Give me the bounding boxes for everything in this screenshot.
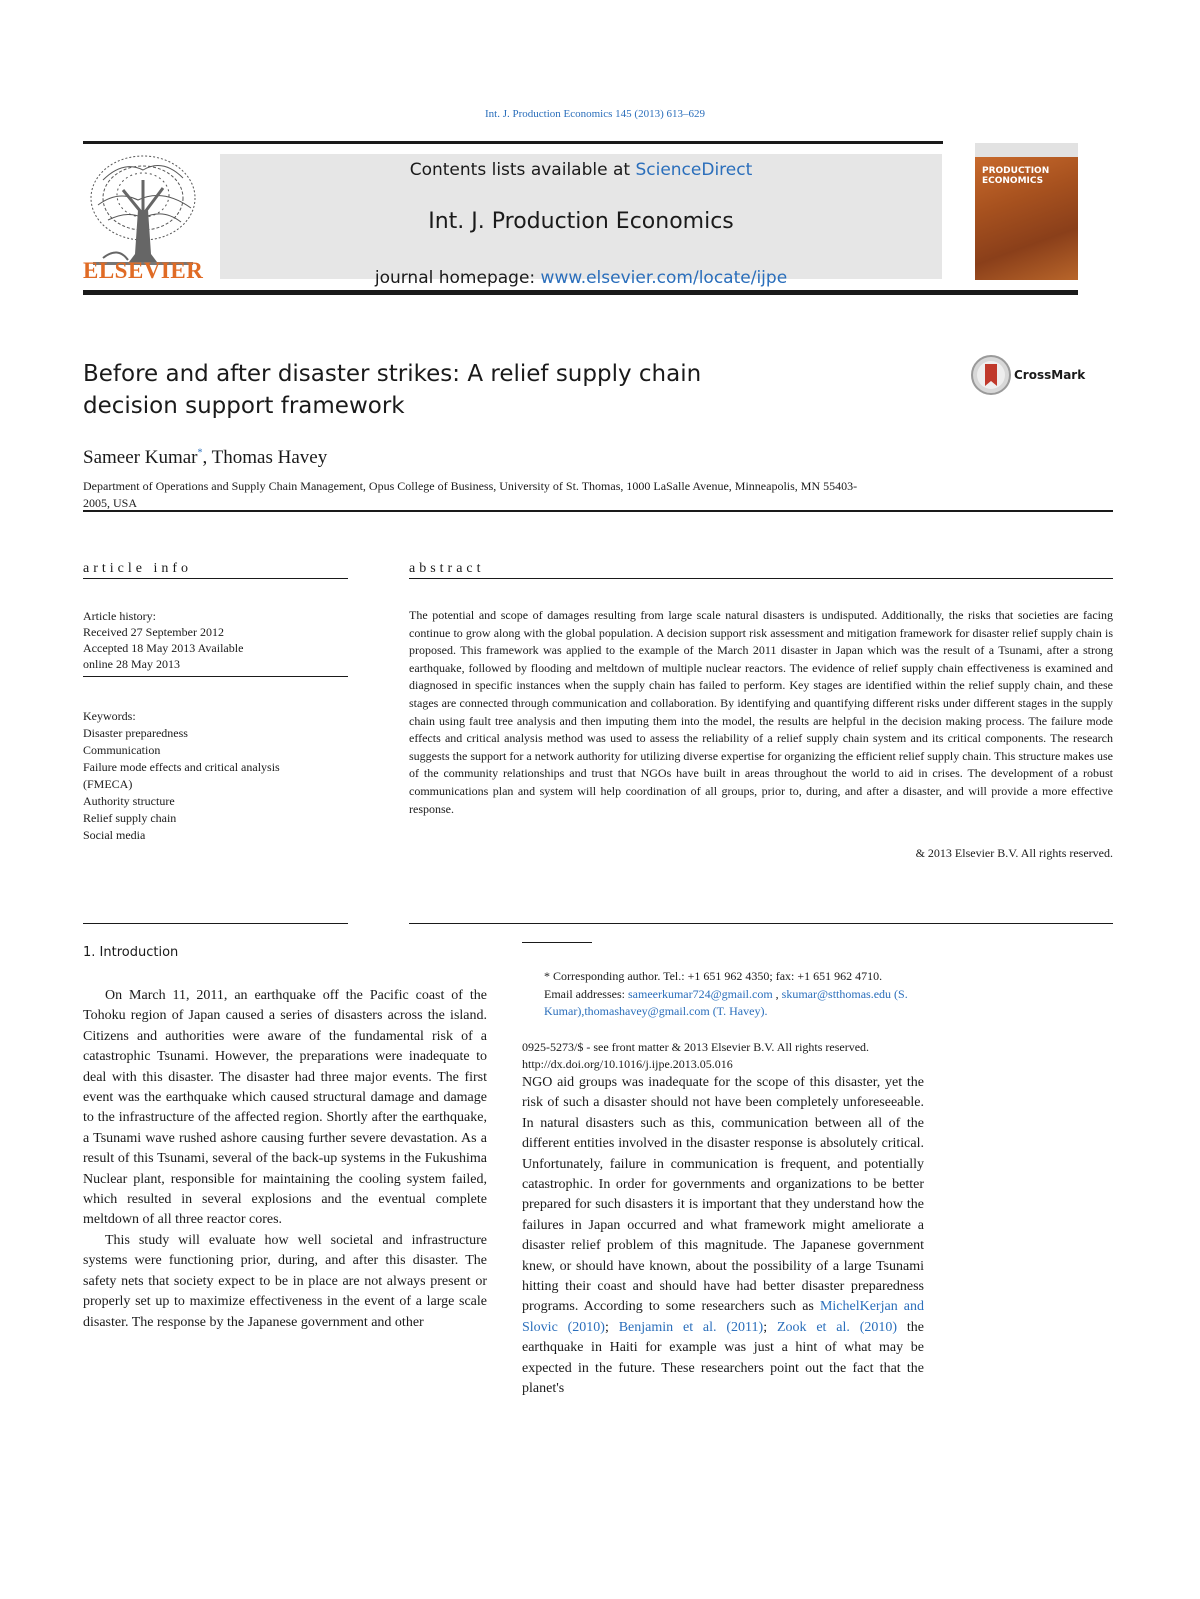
history-rule — [83, 676, 348, 677]
keyword: Communication — [83, 743, 161, 757]
keyword: (FMECA) — [83, 777, 133, 791]
keyword: Disaster preparedness — [83, 726, 188, 740]
doi-link[interactable]: http://dx.doi.org/10.1016/j.ijpe.2013.05.016 — [522, 1057, 733, 1071]
article-info-heading: article info — [83, 561, 193, 576]
elsevier-wordmark: ELSEVIER — [83, 258, 204, 283]
introduction-paragraph-2: This study will evaluate how well societal and infrastructure systems were functioning prior, during, and after this disaster. The safety nets that society expect to be in place are not always present or properly set up to maximize effectiveness in the event of a large scale disaster. The response by the Japanese government and other — [83, 1232, 487, 1330]
footnote-rule — [522, 942, 592, 943]
affiliation: Department of Operations and Supply Chain Management, Opus College of Business, University of St. Thomas, 1000 LaSalle Avenue, Minneapolis, MN 55403-2005, USA — [83, 479, 858, 510]
body-text-before: NGO aid groups was inadequate for the scope of this disaster, yet the risk of such a disaster should not have been completely unforeseeable. In natural disasters such as this, communication between all of the different entities involved in the disaster response is absolutely critical. Unfortunately, failure in communication is frequent, and potentially catastrophic. In order for governments and organizations to be better prepared for such disasters it is important that they understand how the failures in Japan occurred and what framework might ameliorate a disaster relief problem of this magnitude. The Japanese government knew, or should have known, about the possibility of a large Tsunami hitting their coast and should have had better disaster preparedness programs. According to some researchers such as — [522, 1075, 924, 1315]
crossmark-label[interactable]: CrossMark — [1014, 368, 1086, 382]
reference-separator: ; — [763, 1319, 777, 1335]
article-history — [83, 608, 348, 672]
section-rule-right — [409, 923, 1113, 924]
affiliation-rule — [83, 510, 1113, 512]
reference-link[interactable]: Zook et al. (2010) — [776, 1319, 898, 1335]
masthead-rule — [83, 290, 1078, 295]
abstract-heading: abstract — [409, 561, 485, 576]
abstract-rule — [409, 578, 1113, 579]
body-right-column — [522, 1073, 924, 1400]
journal-cover-title: PRODUCTION ECONOMICS — [982, 166, 1050, 186]
accepted-date: Accepted 18 May 2013 Available — [83, 641, 244, 655]
introduction-paragraph-1: On March 11, 2011, an earthquake off the Pacific coast of the Tohoku region of Japan caused a series of disasters across the island. Citizens and authorities were aware of the fundamental risk of a catastrophic Tsunami. However, the preparations were inadequate to deal with this disaster. The disaster had three major events. The first event was the earthquake which caused structural damage and damage to the infrastructure of the affected region. Shortly after the earthquake, a Tsunami wave rushed ashore causing further severe devastation. As a result of this Tsunami, several of the back-up systems in the Fukushima Nuclear plant, responsible for maintaining the cooling system failed, which resulted in several explosions and the eventual complete meltdown of all three reactor cores. — [83, 988, 487, 1228]
section-rule-left — [83, 923, 348, 924]
issn-line: 0925-5273/$ - see front matter & 2013 Elsevier B.V. All rights reserved. — [522, 1040, 870, 1054]
author-list — [83, 447, 327, 469]
reference-link[interactable]: MichelKerjan and Slovic (2010) — [522, 1299, 924, 1335]
email-link-1[interactable]: sameerkumar724@gmail.com — [627, 986, 773, 1001]
journal-name: Int. J. Production Economics — [428, 209, 734, 234]
keywords — [83, 708, 348, 844]
received-date: Received 27 September 2012 — [83, 625, 224, 639]
header-rule — [83, 141, 943, 144]
footnotes — [522, 968, 938, 1021]
keyword: Failure mode effects and critical analysis — [83, 760, 280, 774]
sciencedirect-link[interactable]: ScienceDirect — [635, 160, 753, 180]
crossmark-icon[interactable] — [971, 355, 1011, 395]
article-info-rule — [83, 578, 348, 579]
history-label: Article history: — [83, 609, 156, 623]
keyword: Relief supply chain — [83, 811, 177, 825]
keyword: Authority structure — [83, 794, 175, 808]
front-matter — [522, 1039, 938, 1073]
body-paragraph — [522, 1073, 924, 1400]
email-label: Email addresses: — [544, 986, 625, 1001]
homepage-link[interactable]: www.elsevier.com/locate/ijpe — [540, 268, 788, 288]
corresponding-footnote: * Corresponding author. Tel.: +1 651 962 4350; fax: +1 651 962 4710. — [544, 969, 883, 983]
email-link-2[interactable]: skumar@stthomas.edu (S. Kumar), — [544, 986, 908, 1018]
journal-cover — [975, 143, 1078, 280]
email-suffix: (T. Havey). — [709, 1004, 768, 1018]
introduction-body — [83, 986, 487, 1333]
keywords-label: Keywords: — [83, 709, 136, 723]
introduction-heading: 1. Introduction — [83, 945, 179, 960]
author-havey[interactable]: Thomas Havey — [211, 447, 328, 468]
online-date: online 28 May 2013 — [83, 657, 180, 671]
email-footnote — [522, 986, 938, 1021]
author-kumar[interactable]: Sameer Kumar — [83, 447, 198, 468]
email-separator: , — [772, 986, 782, 1001]
homepage-line — [220, 268, 942, 288]
abstract-text: The potential and scope of damages resulting from large scale natural disasters is undisputed. Additionally, the risks that societies are facing continue to grow along with the global population. A decision support risk assessment and mitigation framework for disaster relief supply chain is proposed. This framework was applied to the example of the March 2011 disaster in Japan which was the result of a Tsunami, after a strong earthquake, followed by flooding and meltdown of multiple nuclear reactors. The evidence of relief supply chain effectiveness is examined and diagnosed in specific instances when the supply chain has failed to perform. Key stages are identified within the relief supply chain, and these stages are connected through communication and collaboration. By identifying and quantifying different risks under different stages in the supply chain using fault tree analysis and then imputing them into the model, the results are helpful in the decision making process. The failure mode effects and critical analysis method was used to assess the reliability of a relief supply chain system and its critical components. The research suggests the support for a network authority for utilizing diverse expertise for organizing the efficient relief supply chain. This structure makes use of the community relationships and trust that NGOs have built in areas throughout the world to aid in crises. The development of a robust communications plan and system will help coordination of all groups, prior to, during, and after a disaster, and will provide a more effective response. — [409, 608, 1113, 816]
copyright-notice: & 2013 Elsevier B.V. All rights reserved. — [915, 846, 1113, 860]
contents-line — [220, 160, 942, 180]
keyword: Social media — [83, 828, 146, 842]
article-title: Before and after disaster strikes: A relief supply chain decision support framework — [83, 361, 702, 419]
journal-cover-strip — [975, 143, 1078, 157]
email-link-3[interactable]: thomashavey@gmail.com — [584, 1004, 710, 1018]
body-text-after: the earthquake in Haiti for example was just a hint of what may be expected in the future. These researchers point out the fact that the planet's — [522, 1319, 925, 1397]
author-separator: , — [202, 447, 212, 468]
reference-separator: ; — [604, 1319, 619, 1335]
contents-prefix: Contents lists available at — [409, 160, 631, 180]
homepage-prefix: journal homepage: — [374, 268, 536, 288]
journal-citation: Int. J. Production Economics 145 (2013) 613–629 — [485, 108, 705, 120]
reference-link[interactable]: Benjamin et al. (2011) — [618, 1319, 764, 1335]
corresponding-mark[interactable]: * — [197, 447, 203, 459]
